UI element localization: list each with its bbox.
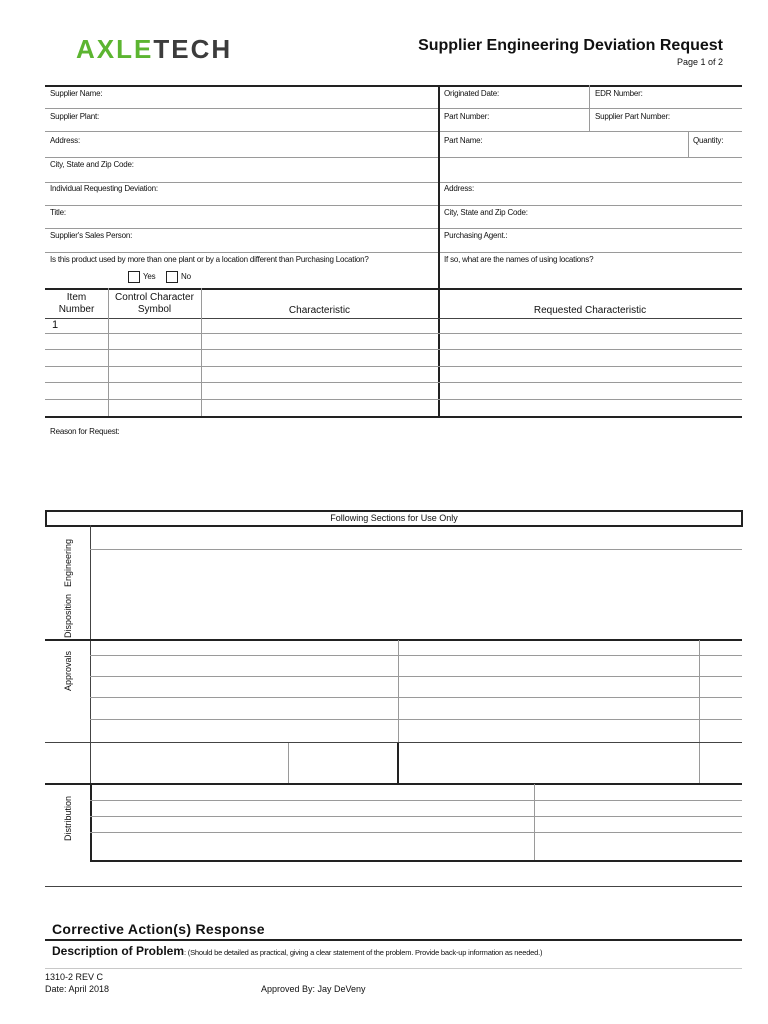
disposition-section-label: Disposition [63, 593, 73, 638]
edr-number-label: EDR Number: [595, 89, 643, 98]
part-name-label: Part Name: [444, 136, 483, 145]
corrective-action-heading: Corrective Action(s) Response [52, 921, 265, 937]
engineering-section-label: Engineering [63, 538, 73, 587]
requested-characteristic-header: Requested Characteristic [533, 305, 647, 316]
no-label: No [181, 272, 191, 281]
address-label: Address: [50, 136, 80, 145]
using-locations-label: If so, what are the names of using locations? [444, 255, 594, 264]
description-of-problem-label: Description of Problem [52, 944, 185, 958]
right-address-label: Address: [444, 184, 474, 193]
requester-label: Individual Requesting Deviation: [50, 184, 158, 193]
form-title: Supplier Engineering Deviation Request [418, 37, 723, 54]
form-number: 1310-2 REV C [45, 972, 104, 982]
purchasing-agent-label: Purchasing Agent.: [444, 231, 508, 240]
approvals-section-label: Approvals [63, 650, 73, 691]
supplier-part-number-label: Supplier Part Number: [595, 112, 670, 121]
item-number-header: Item Number [58, 292, 95, 315]
description-of-problem-note: : (Should be detailed as practical, giving a clear statement of the problem. Provide back-up information as needed.) [184, 948, 543, 957]
no-checkbox[interactable] [166, 271, 178, 283]
internal-use-banner-text: Following Sections for Use Only [330, 513, 458, 523]
form-date: Date: April 2018 [45, 984, 110, 994]
company-logo [76, 34, 232, 65]
reason-for-request-label: Reason for Request: [50, 427, 120, 436]
supplier-plant-label: Supplier Plant: [50, 112, 100, 121]
company-logo-text: AXLETECH [76, 34, 233, 64]
page-indicator: Page 1 of 2 [676, 57, 723, 67]
originated-date-label: Originated Date: [444, 89, 500, 98]
description-of-problem [52, 942, 542, 960]
internal-use-banner [45, 510, 743, 527]
approved-by: Approved By: Jay DeVeny [261, 984, 366, 994]
yes-label: Yes [143, 272, 156, 281]
part-number-label: Part Number: [444, 112, 490, 121]
title-label: Title: [50, 208, 66, 217]
supplier-name-label: Supplier Name: [50, 89, 103, 98]
yes-checkbox[interactable] [128, 271, 140, 283]
distribution-section-label: Distribution [63, 795, 73, 841]
item-number-cell: 1 [52, 319, 59, 331]
multi-plant-question: Is this product used by more than one plant or by a location different than Purchasing Location? [50, 255, 369, 264]
city-state-zip-label: City, State and Zip Code: [50, 160, 134, 169]
sales-person-label: Supplier's Sales Person: [50, 231, 133, 240]
control-character-header: Control Character Symbol [115, 292, 194, 315]
right-city-state-zip-label: City, State and Zip Code: [444, 208, 528, 217]
quantity-label: Quantity: [693, 136, 724, 145]
characteristic-header: Characteristic [288, 305, 351, 316]
